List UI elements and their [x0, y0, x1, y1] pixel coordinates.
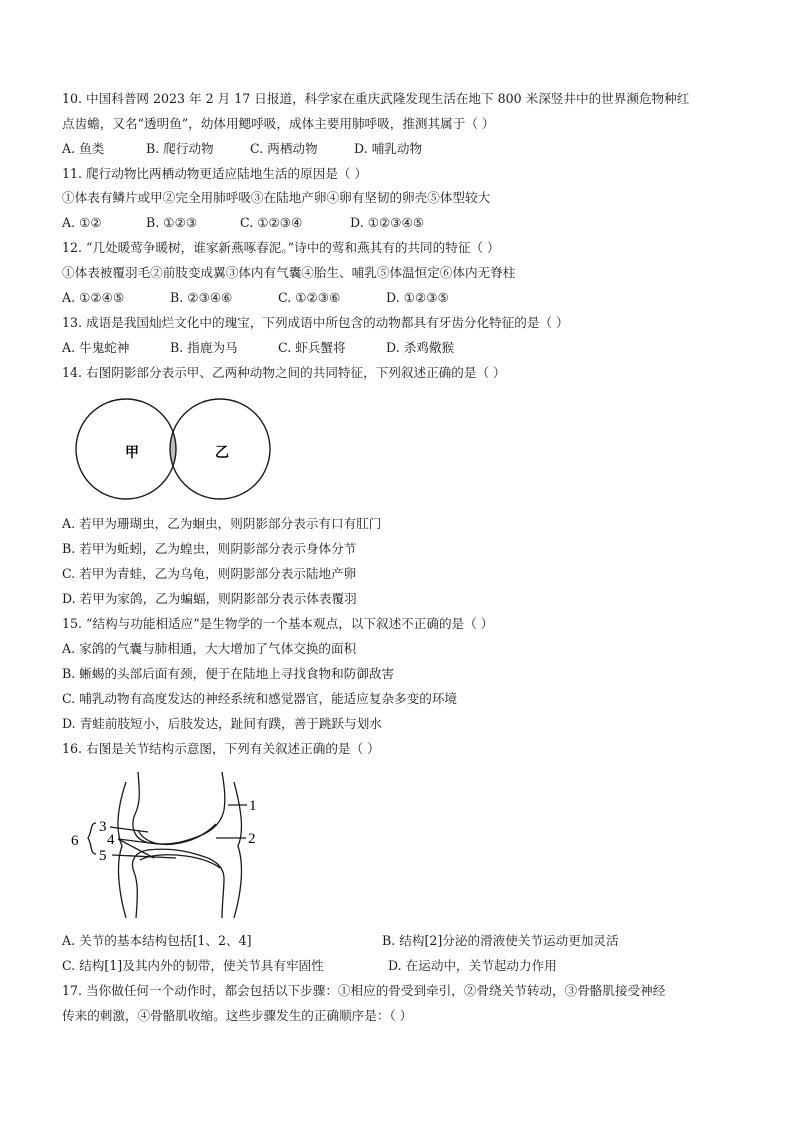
- upper-bone: [133, 772, 225, 844]
- leader-5: [112, 855, 176, 858]
- capsule-left: [118, 782, 126, 918]
- q15-option-a[interactable]: A. 家鸽的气囊与肺相通，大大增加了气体交换的面积: [62, 641, 357, 656]
- q11-option-c[interactable]: C. ①②③④: [240, 215, 303, 230]
- q16-stem: 16. 右图是关节结构示意图，下列有关叙述正确的是（ ）: [62, 741, 380, 756]
- q17-stem-line2: 传来的刺激，④骨骼肌收缩。这些步骤发生的正确顺序是：（ ）: [62, 1008, 413, 1023]
- joint-diagram: [66, 772, 280, 918]
- label-5: 5: [99, 848, 107, 864]
- q10-option-d[interactable]: D. 哺乳动物: [354, 141, 423, 156]
- q15-option-d[interactable]: D. 青蛙前肢短小，后肢发达，趾间有蹼，善于跳跃与划水: [62, 716, 382, 731]
- venn-label-left: 甲: [125, 445, 139, 461]
- q13-option-a[interactable]: A. 牛鬼蛇神: [62, 340, 130, 355]
- q16-options-row2: [62, 958, 557, 974]
- q16-option-c[interactable]: C. 结构[1]及其内外的韧带，使关节具有牢固性: [62, 958, 324, 973]
- q12-option-d[interactable]: D. ①②③⑤: [386, 290, 449, 305]
- q12-option-c[interactable]: C. ①②③⑥: [278, 290, 341, 305]
- q13-option-d[interactable]: D. 杀鸡儆猴: [386, 340, 455, 355]
- q14-option-b[interactable]: B. 若甲为蚯蚓，乙为蝗虫，则阴影部分表示身体分节: [62, 541, 357, 556]
- venn-label-right: 乙: [215, 445, 229, 461]
- q12-stem: 12. “几处暖莺争暖树，谁家新燕啄春泥。”诗中的莺和燕其有的共同的特征（ ）: [62, 240, 500, 255]
- label-6: 6: [71, 833, 79, 849]
- label-1: 1: [249, 798, 257, 814]
- q14-stem: 14. 右图阴影部分表示甲、乙两种动物之间的共同特征，下列叙述正确的是（ ）: [62, 365, 506, 380]
- label-3: 3: [99, 819, 107, 835]
- lower-bone: [133, 849, 224, 918]
- q16-options-row1: [62, 933, 619, 949]
- q10-options: [62, 141, 422, 157]
- q15-option-b[interactable]: B. 蜥蜴的头部后面有颈，便于在陆地上寻找食物和防御敌害: [62, 666, 395, 681]
- q11-items: ①体表有鳞片或甲②完全用肺呼吸③在陆地产卵④卵有坚韧的卵壳⑤体型较大: [62, 190, 491, 205]
- q14-option-c[interactable]: C. 若甲为青蛙，乙为乌龟，则阴影部分表示陆地产卵: [62, 566, 357, 581]
- q12-options: [62, 290, 449, 306]
- leader-3: [110, 827, 148, 832]
- q10-option-c[interactable]: C. 两栖动物: [250, 141, 318, 156]
- q11-option-d[interactable]: D. ①②③④⑤: [350, 215, 425, 230]
- q13-option-b[interactable]: B. 指鹿为马: [170, 340, 238, 355]
- q16-option-a[interactable]: A. 关节的基本结构包括[1、2、4]: [62, 933, 252, 948]
- q17-stem-line1: 17. 当你做任何一个动作时，都会包括以下步骤：①相应的骨受到牵引，②骨绕关节转动，③骨骼肌接受神经: [62, 983, 666, 998]
- q13-stem: 13. 成语是我国灿烂文化中的瑰宝，下列成语中所包含的动物都具有牙齿分化特征的是（ ）: [62, 315, 569, 330]
- q13-options: [62, 340, 454, 356]
- q14-option-d[interactable]: D. 若甲为家鸽，乙为蝙蝠，则阴影部分表示体表覆羽: [62, 591, 357, 606]
- q10-stem-line1: 10. 中国科普网 2023 年 2 月 17 日报道，科学家在重庆武隆发现生活在地下 800 米深竖井中的世界濒危物种红: [62, 91, 690, 106]
- q12-option-a[interactable]: A. ①②④⑤: [62, 290, 125, 305]
- capsule-right: [234, 782, 241, 918]
- q12-option-b[interactable]: B. ②③④⑥: [170, 290, 233, 305]
- q13-option-c[interactable]: C. 虾兵蟹将: [278, 340, 346, 355]
- venn-diagram: [74, 394, 280, 504]
- label-4: 4: [107, 832, 115, 848]
- q16-option-b[interactable]: B. 结构[2]分泌的滑液使关节运动更加灵活: [382, 933, 619, 948]
- q10-stem-line2: 点齿蟾，又名“透明鱼”，幼体用鳃呼吸，成体主要用肺呼吸，推测其属于（ ）: [62, 116, 495, 131]
- q15-stem: 15. “结构与功能相适应”是生物学的一个基本观点，以下叙述不正确的是（ ）: [62, 616, 494, 631]
- q15-option-c[interactable]: C. 哺乳动物有高度发达的神经系统和感觉器官，能适应复杂多变的环境: [62, 691, 458, 706]
- label-2: 2: [248, 831, 256, 847]
- q11-options: [62, 215, 424, 231]
- brace-6: [88, 823, 96, 854]
- q10-option-b[interactable]: B. 爬行动物: [146, 141, 214, 156]
- q12-items: ①体表被覆羽毛②前肢变成翼③体内有气囊④胎生、哺乳⑤体温恒定⑥体内无脊柱: [62, 265, 516, 280]
- q16-option-d[interactable]: D. 在运动中，关节起动力作用: [388, 958, 557, 973]
- q10-option-a[interactable]: A. 鱼类: [62, 141, 105, 156]
- q11-option-b[interactable]: B. ①②③: [146, 215, 198, 230]
- q11-option-a[interactable]: A. ①②: [62, 215, 102, 230]
- q11-stem: 11. 爬行动物比两栖动物更适应陆地生活的原因是（ ）: [62, 166, 368, 181]
- q14-option-a[interactable]: A. 若甲为珊瑚虫，乙为蛔虫，则阴影部分表示有口有肛门: [62, 516, 382, 531]
